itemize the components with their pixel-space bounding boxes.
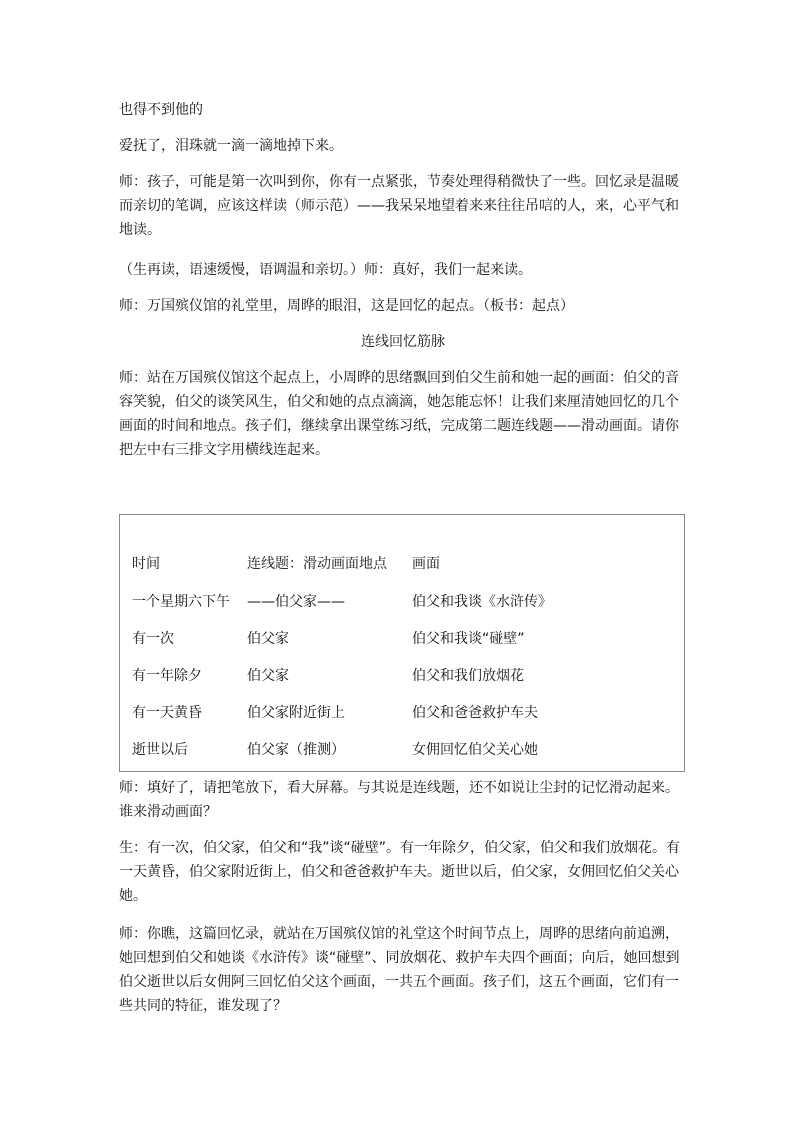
table-row xyxy=(132,590,672,614)
header-scene: 画面 xyxy=(412,556,440,572)
paragraph-6: 师：站在万国殡仪馆这个起点上，小周晔的思绪飘回到伯父生前和她一起的画面：伯父的音容笑貌，伯父的谈笑风生，伯父和她的点点滴滴，她怎能忘怀！让我们来厘清她回忆的几个画面的时间和地点。孩子们，继续拿出课堂练习纸，完成第二题连线题——滑动画面。请你把左中右三排文字用横线连起来。 xyxy=(119,370,679,458)
table-header-row xyxy=(132,552,672,576)
cell-time: 有一次 xyxy=(132,631,174,647)
cell-time: 一个星期六下午 xyxy=(132,594,230,610)
cell-scene: 女佣回忆伯父关心她 xyxy=(412,742,538,758)
cell-place: 伯父家（推测） xyxy=(247,742,345,758)
cell-place: ——伯父家—— xyxy=(247,594,345,610)
section-heading: 连线回忆筋脉 xyxy=(361,334,445,350)
cell-place: 伯父家 xyxy=(247,631,289,647)
cell-scene: 伯父和爸爸救护车夫 xyxy=(412,705,538,721)
paragraph-2: 爱抚了，泪珠就一滴一滴地掉下来。 xyxy=(119,138,343,154)
cell-time: 有一天黄昏 xyxy=(132,705,202,721)
cell-time: 逝世以后 xyxy=(132,742,188,758)
paragraph-7: 师：填好了，请把笔放下，看大屏幕。与其说是连线题，还不如说让尘封的记忆滑动起来。谁来滑动画面？ xyxy=(119,780,679,820)
table-row xyxy=(132,701,672,725)
paragraph-8: 生：有一次，伯父家，伯父和“我”谈“碰壁”。有一年除夕，伯父家，伯父和我们放烟花。有一天黄昏，伯父家附近街上，伯父和爸爸救护车夫。逝世以后，伯父家，女佣回忆伯父关心她。 xyxy=(119,840,681,904)
table-row xyxy=(132,738,672,762)
cell-scene: 伯父和我谈《水浒传》 xyxy=(412,594,552,610)
paragraph-4: （生再读，语速缓慢，语调温和亲切。）师：真好，我们一起来读。 xyxy=(119,262,532,278)
paragraph-5: 师：万国殡仪馆的礼堂里，周晔的眼泪，这是回忆的起点。（板书：起点） xyxy=(119,298,574,314)
header-place: 连线题：滑动画面地点 xyxy=(247,556,387,572)
paragraph-3: 师：孩子，可能是第一次叫到你，你有一点紧张，节奏处理得稍微快了一些。回忆录是温暖而亲切的笔调，应该这样读（师示范）——我呆呆地望着来来往往吊唁的人，来，心平气和地读。 xyxy=(119,174,679,238)
matching-table xyxy=(119,514,685,772)
cell-place: 伯父家 xyxy=(247,668,289,684)
cell-scene: 伯父和我们放烟花 xyxy=(412,668,524,684)
cell-place: 伯父家附近街上 xyxy=(247,705,345,721)
paragraph-9: 师：你瞧，这篇回忆录，就站在万国殡仪馆的礼堂这个时间节点上，周晔的思绪向前追溯，她回想到伯父和她谈《水浒传》谈“碰壁”、同放烟花、救护车夫四个画面；向后，她回想到伯父逝世以后女佣阿三回忆伯父这个画面，一共五个画面。孩子们，这五个画面，它们有一些共同的特征，谁发现了？ xyxy=(119,926,680,1014)
table-row xyxy=(132,664,672,688)
cell-time: 有一年除夕 xyxy=(132,668,202,684)
paragraph-1: 也得不到他的 xyxy=(119,102,203,118)
header-time: 时间 xyxy=(132,556,160,572)
cell-scene: 伯父和我谈“碰壁” xyxy=(412,631,525,647)
table-row xyxy=(132,627,672,651)
